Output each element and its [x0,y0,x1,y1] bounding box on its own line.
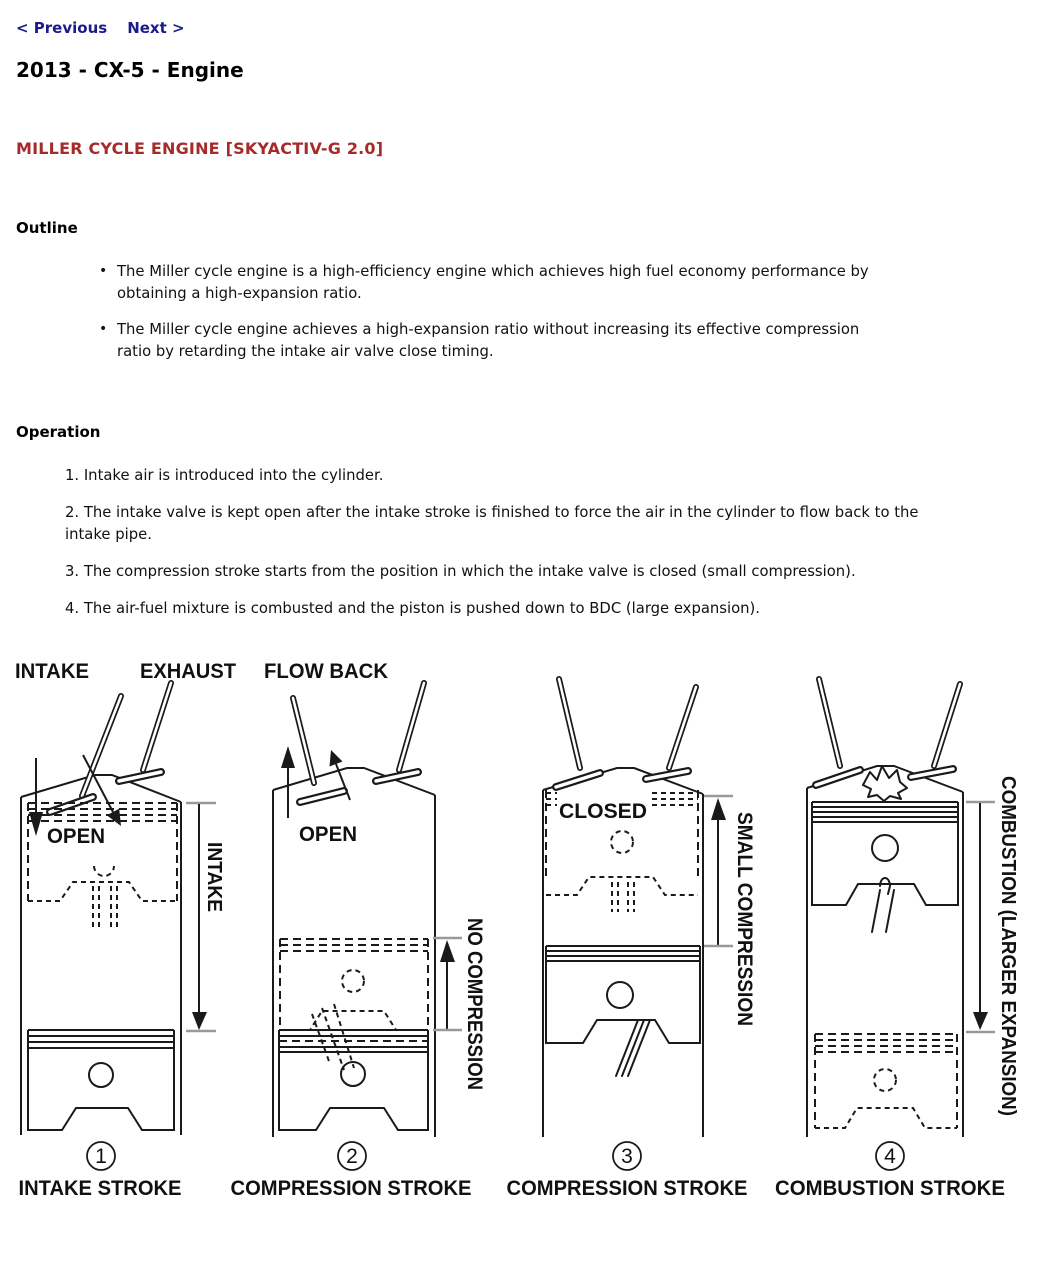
exhaust-valve-closed-icon [646,687,696,779]
intake-flow-arrow-icon [29,755,121,836]
stroke-number: 2 [346,1145,358,1168]
cylinder-3-compression-stroke [507,679,757,1200]
outline-bullet-list [97,261,887,377]
intake-stroke-measure [186,803,216,1031]
stroke-range-label: INTAKE [203,842,225,915]
piston-tdc-dashed [28,803,177,928]
exhaust-valve-closed-icon [119,683,171,781]
exhaust-label: EXHAUST [140,660,237,683]
operation-step: 4. The air-fuel mixture is combusted and the piston is pushed down to BDC (large expansion). [65,600,761,617]
cylinder-2-compression-stroke [231,683,487,1200]
piston-tdc-solid [812,802,958,932]
next-link[interactable]: Next > [127,19,185,37]
page-title: 2013 - CX-5 - Engine [16,58,244,82]
piston-mid-solid [546,946,700,1076]
engine-stroke-diagram [0,650,1039,1220]
piston-upper-dashed [280,939,428,1070]
intake-label: INTAKE [15,660,89,683]
stroke-number: 1 [95,1145,107,1168]
stroke-caption: INTAKE STROKE [18,1177,182,1200]
exhaust-valve-closed-icon [911,684,960,777]
valve-state-label: OPEN [47,825,105,848]
no-compression-measure [433,938,462,1030]
stroke-number: 3 [621,1145,633,1168]
piston-bdc-solid [28,1030,174,1130]
intake-valve-open-icon [50,696,121,812]
intake-valve-open-icon [293,698,344,802]
combustion-flame-icon [863,766,907,801]
article-heading: MILLER CYCLE ENGINE [SKYACTIV-G 2.0] [16,139,384,158]
pager-nav [16,19,185,37]
cylinder-1-intake-stroke [19,683,226,1200]
stroke-range-label: SMALL COMPRESSION [733,812,756,1048]
expansion-measure [966,802,995,1032]
valve-state-label: OPEN [299,823,357,846]
stroke-range-label: COMBUSTION (LARGER EXPANSION) [997,776,1019,1138]
outline-heading: Outline [16,219,78,237]
intake-valve-closed-icon [556,679,600,787]
piston-mid-solid [279,1030,428,1130]
flow-back-label: FLOW BACK [264,660,388,683]
outline-bullet: • The Miller cycle engine is a high-efficiency engine which achieves high fuel economy performance by obtaining a high-expansion ratio. [97,261,887,305]
operation-heading: Operation [16,423,101,441]
previous-link[interactable]: < Previous [16,19,108,37]
small-compression-measure [704,796,733,946]
operation-step: 3. The compression stroke starts from the position in which the intake valve is closed (small compression). [65,563,856,580]
intake-valve-closed-icon [816,679,860,785]
stroke-caption: COMBUSTION STROKE [775,1177,1005,1200]
stroke-number: 4 [884,1145,896,1168]
valve-state-label: CLOSED [559,800,647,823]
exhaust-valve-closed-icon [376,683,424,781]
outline-bullet: • The Miller cycle engine achieves a high-expansion ratio without increasing its effective compression ratio by retarding the intake air valve close timing. [97,319,887,363]
operation-step-list [65,465,965,635]
stroke-range-label: NO COMPRESSION [463,918,486,1113]
stroke-caption: COMPRESSION STROKE [230,1177,472,1200]
cylinder-4-combustion-stroke [775,679,1019,1200]
piston-bdc-dashed [815,1034,957,1128]
operation-step: 2. The intake valve is kept open after the intake stroke is finished to force the air in the cylinder to flow back to the intake pipe. [65,504,919,543]
operation-step: 1. Intake air is introduced into the cylinder. [65,467,384,484]
stroke-caption: COMPRESSION STROKE [506,1177,748,1200]
